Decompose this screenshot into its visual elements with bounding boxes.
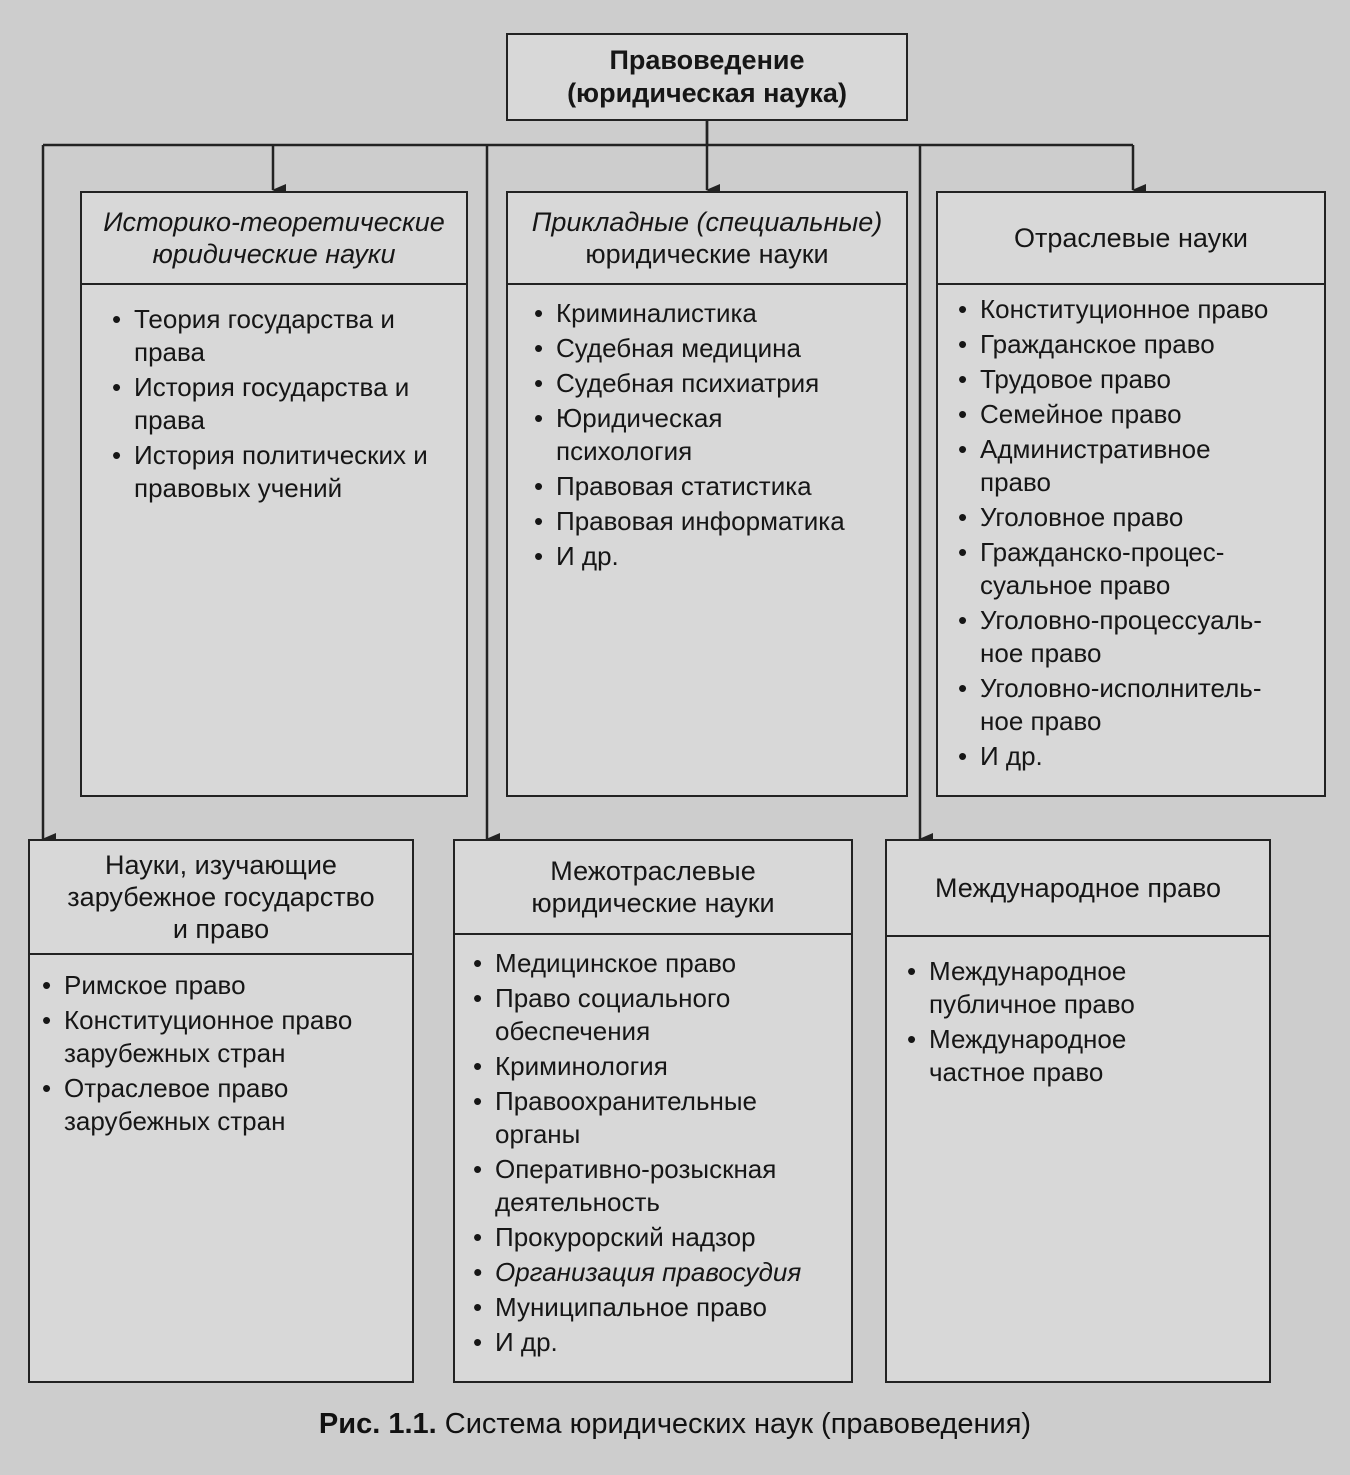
box-interbranch xyxy=(453,839,853,1383)
caption-text: Система юридических наук (правоведения) xyxy=(444,1408,1032,1440)
caption-label: Рис. 1.1. xyxy=(318,1408,437,1440)
list-item: • Гражданско-процес-суальное право xyxy=(950,536,1270,602)
box-applied-list xyxy=(526,297,892,573)
list-item: • Криминология xyxy=(465,1050,841,1083)
root-box xyxy=(506,33,908,121)
root-subtitle: (юридическая наука) xyxy=(567,78,847,108)
list-item: • Международное публичное право xyxy=(899,955,1169,1021)
box-historical-list xyxy=(104,303,446,505)
box-foreign-title: Науки, изучающие зарубежное государство и право xyxy=(30,841,412,955)
box-international-list xyxy=(899,955,1259,1089)
box-branch xyxy=(936,191,1326,797)
list-item: • И др. xyxy=(526,540,892,573)
list-item: • Отраслевое право зарубежных стран xyxy=(34,1072,354,1138)
list-item: • И др. xyxy=(950,740,1318,773)
list-item: • Медицинское право xyxy=(465,947,841,980)
list-item: • Уголовное право xyxy=(950,501,1318,534)
list-item: • Конституционное право зарубежных стран xyxy=(34,1004,402,1070)
list-item: • Теория государства и права xyxy=(104,303,446,369)
list-item: • Семейное право xyxy=(950,398,1318,431)
list-item: • Правовая информатика xyxy=(526,505,892,538)
list-item: • Конституционное право xyxy=(950,293,1318,326)
box-international-title: Международное право xyxy=(887,841,1269,937)
figure-caption xyxy=(0,1408,1350,1441)
list-item: • Судебная психиатрия xyxy=(526,367,892,400)
list-item: • Оперативно-розыскная деятельность xyxy=(465,1153,835,1219)
list-item: • Право социального обеспечения xyxy=(465,982,795,1048)
list-item: • Муниципальное право xyxy=(465,1291,841,1324)
box-historical-theoretical xyxy=(80,191,468,797)
list-item: • История политических и правовых учений xyxy=(104,439,446,505)
list-item: • Юридическая психология xyxy=(526,402,756,468)
list-item: • И др. xyxy=(465,1326,841,1359)
list-item: • Трудовое право xyxy=(950,363,1318,396)
box-branch-title: Отраслевые науки xyxy=(938,193,1324,285)
box-foreign-list xyxy=(34,969,402,1138)
list-item: • Уголовно-исполнитель-ное право xyxy=(950,672,1290,738)
box-foreign xyxy=(28,839,414,1383)
list-item: • Судебная медицина xyxy=(526,332,892,365)
box-international xyxy=(885,839,1271,1383)
box-branch-list xyxy=(950,293,1318,773)
list-item: • Криминалистика xyxy=(526,297,892,330)
box-historical-title: Историко-теоретические юридические науки xyxy=(82,193,466,285)
list-item: • Правоохранительные органы xyxy=(465,1085,825,1151)
list-item: • Римское право xyxy=(34,969,402,1002)
list-item: • Международное частное право xyxy=(899,1023,1169,1089)
box-applied-title: Прикладные (специальные) юридические науки xyxy=(508,193,906,285)
list-item: • Правовая статистика xyxy=(526,470,892,503)
list-item: • Уголовно-процессуаль-ное право xyxy=(950,604,1300,670)
root-title: Правоведение xyxy=(609,45,805,75)
list-item: • История государства и права xyxy=(104,371,446,437)
list-item: • Гражданское право xyxy=(950,328,1318,361)
box-interbranch-list xyxy=(465,947,841,1359)
list-item: • Административное право xyxy=(950,433,1240,499)
list-item: • Организация правосудия xyxy=(465,1256,841,1289)
box-interbranch-title: Межотраслевые юридические науки xyxy=(455,841,851,935)
list-item: • Прокурорский надзор xyxy=(465,1221,841,1254)
box-applied xyxy=(506,191,908,797)
